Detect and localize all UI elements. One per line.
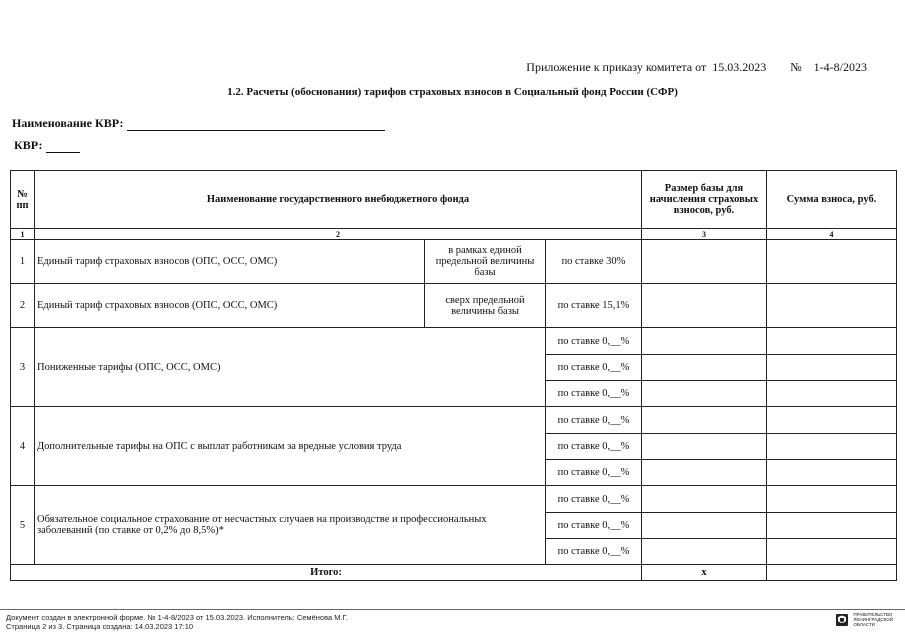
base-cell[interactable] [642,240,767,284]
sum-cell[interactable] [767,381,897,407]
index-cell: 1 [11,229,35,240]
row-sub: в рамках единой предельной величины базы [425,240,546,284]
sum-cell[interactable] [767,460,897,486]
base-cell[interactable] [642,486,767,513]
sum-cell[interactable] [767,355,897,381]
row-num: 3 [11,328,35,407]
row-name: Дополнительные тарифы на ОПС с выплат работникам за вредные условия труда [35,407,546,486]
sum-cell[interactable] [767,328,897,355]
base-cell[interactable] [642,328,767,355]
base-cell[interactable] [642,355,767,381]
table-row [11,486,897,513]
row-rate: по ставке 0,__% [546,328,642,355]
header-base: Размер базы для начисления страховых взносов, руб. [642,171,767,229]
coat-of-arms-icon [835,613,849,627]
row-rate: по ставке 0,__% [546,460,642,486]
row-num: 4 [11,407,35,486]
total-sum-cell[interactable] [767,565,897,581]
index-cell: 2 [35,229,642,240]
row-name: Единый тариф страховых взносов (ОПС, ОСС, ОМС) [35,284,425,328]
base-cell[interactable] [642,434,767,460]
row-rate: по ставке 0,__% [546,513,642,539]
kvr-name-blank [127,118,385,131]
tariff-table [10,170,897,581]
sum-cell[interactable] [767,240,897,284]
row-name: Обязательное социальное страхование от несчастных случаев на производстве и профессиональных заболеваний (по ставке от 0,2% до 8,5%)* [35,486,546,565]
base-cell[interactable] [642,407,767,434]
index-cell: 3 [642,229,767,240]
row-num: 1 [11,240,35,284]
sum-cell[interactable] [767,407,897,434]
sum-cell[interactable] [767,434,897,460]
footer-line2: Страница 2 из 3. Страница создана: 14.03.2023 17:10 [6,622,194,631]
base-cell[interactable] [642,284,767,328]
appendix-label: Приложение к приказу комитета от [526,60,707,74]
total-row [11,565,897,581]
row-rate: по ставке 0,__% [546,407,642,434]
page-title: 1.2. Расчеты (обоснования) тарифов страховых взносов в Социальный фонд России (СФР) [227,86,678,98]
gov-logo [835,612,893,627]
row-num: 5 [11,486,35,565]
row-name: Пониженные тарифы (ОПС, ОСС, ОМС) [35,328,546,407]
header-fund: Наименование государственного внебюджетного фонда [35,171,642,229]
gov-line: ОБЛАСТИ [853,622,875,627]
row-rate: по ставке 0,__% [546,486,642,513]
row-name: Единый тариф страховых взносов (ОПС, ОСС, ОМС) [35,240,425,284]
row-rate: по ставке 30% [546,240,642,284]
index-cell: 4 [767,229,897,240]
total-base: х [642,565,767,581]
footer-line1: Документ создан в электронной форме. № 1-4-8/2023 от 15.03.2023. Исполнитель: Семёнова М.Г. [6,613,348,622]
table-header-row [11,171,897,229]
total-label: Итого: [11,565,642,581]
header-num: № пп [11,171,35,229]
gov-line: ПРАВИТЕЛЬСТВО [853,612,893,617]
kvr-name-label: Наименование КВР: [12,116,124,130]
row-rate: по ставке 0,__% [546,381,642,407]
sum-cell[interactable] [767,539,897,565]
sum-cell[interactable] [767,486,897,513]
appendix-date: 15.03.2023 [712,60,767,74]
gov-line: ЛЕНИНГРАДСКОЙ [853,617,893,622]
index-row [11,229,897,240]
row-rate: по ставке 15,1% [546,284,642,328]
kvr-label: КВР: [14,138,43,152]
kvr-code-field [14,138,80,153]
table-row [11,284,897,328]
table-row [11,240,897,284]
footer [6,613,348,631]
kvr-name-field [12,116,385,131]
appendix-number: 1-4-8/2023 [813,60,867,74]
base-cell[interactable] [642,513,767,539]
row-sub: сверх предельной величины базы [425,284,546,328]
sum-cell[interactable] [767,513,897,539]
sum-cell[interactable] [767,284,897,328]
base-cell[interactable] [642,381,767,407]
row-num: 2 [11,284,35,328]
table-row [11,328,897,355]
header-sum: Сумма взноса, руб. [767,171,897,229]
row-rate: по ставке 0,__% [546,355,642,381]
row-rate: по ставке 0,__% [546,434,642,460]
kvr-code-blank [46,140,80,153]
base-cell[interactable] [642,460,767,486]
base-cell[interactable] [642,539,767,565]
appendix-header [526,60,867,75]
footer-divider [0,609,905,610]
table-row [11,407,897,434]
row-rate: по ставке 0,__% [546,539,642,565]
number-sign: № [790,60,802,74]
gov-text [853,612,893,627]
